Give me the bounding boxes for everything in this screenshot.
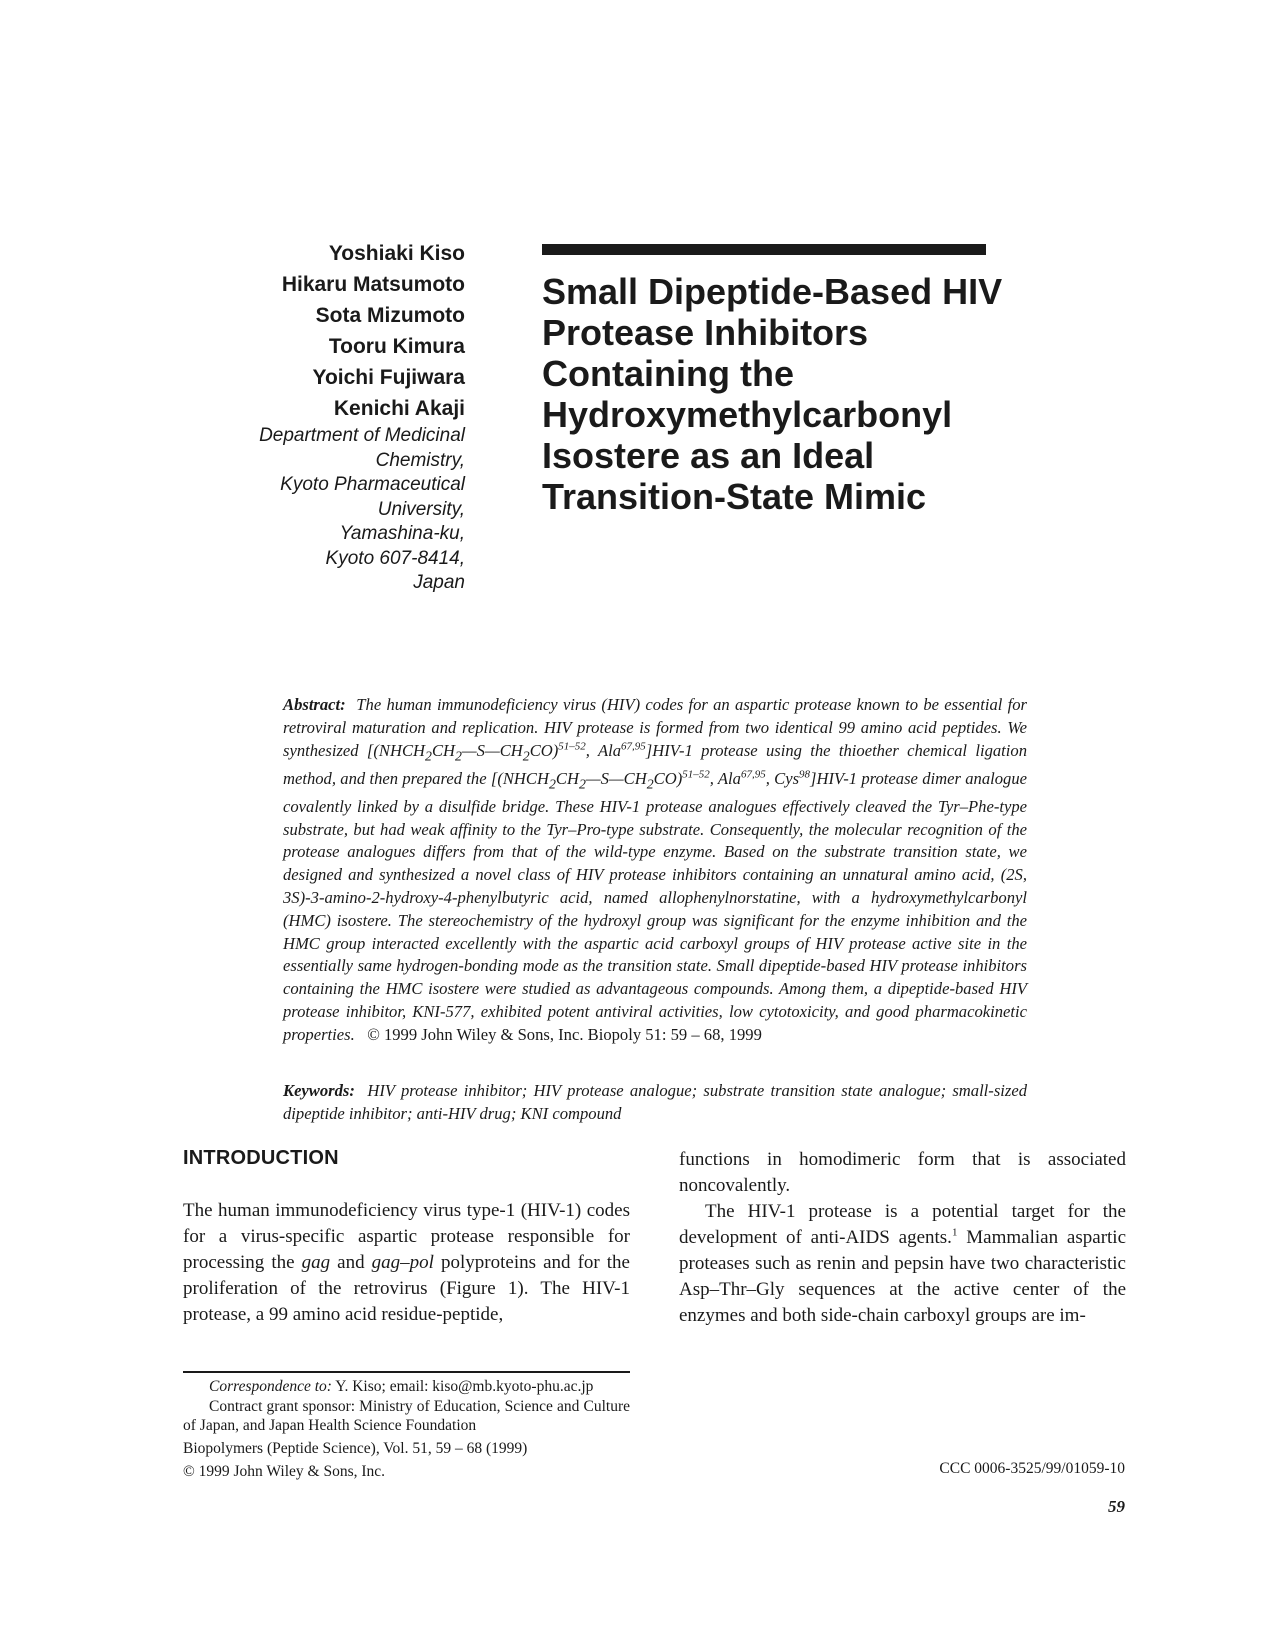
superscript: 67,95 [740, 768, 766, 781]
paper-title [542, 271, 1062, 517]
body-text: polyproteins and for the proliferation of the retrovirus (Figure 1). The HIV-1 protease, a 99 amino acid residue-peptide, [183, 1252, 630, 1325]
keywords-label: Keywords: [283, 1081, 355, 1100]
keywords [283, 1080, 1027, 1126]
affiliation-line: Japan [413, 572, 465, 593]
affiliation-line: University, [377, 498, 465, 520]
author-name: Hikaru Matsumoto [281, 273, 465, 296]
affiliation-line: Yamashina-ku, [339, 523, 465, 544]
reference-marker: 1 [951, 1226, 958, 1239]
author-name: Yoshiaki Kiso [328, 242, 465, 265]
abstract-text: CO) [529, 740, 559, 760]
abstract [283, 694, 1027, 1047]
abstract-text: CO) [653, 768, 683, 788]
page-number: 59 [1108, 1497, 1125, 1516]
title-rule [542, 244, 986, 255]
body-paragraph [679, 1199, 1126, 1329]
author-name: Sota Mizumoto [315, 304, 465, 327]
body-column-right [679, 1147, 1126, 1329]
footnote-rule [183, 1371, 630, 1373]
superscript: 67,95 [621, 740, 646, 753]
abstract-text: The human immunodeficiency virus (HIV) codes for an aspartic protease known to be essential for retroviral maturation and replication. HIV protease is formed from two identical 99 amino acid peptides. We synthesized [(NHCH [283, 695, 1028, 760]
section-heading: INTRODUCTION [183, 1147, 339, 1169]
body-text: The human immunodeficiency virus type-1 (HIV-1) codes for a virus-specific aspartic protease responsible for processing the [183, 1200, 630, 1273]
ccc-code: CCC 0006-3525/99/01059-10 [939, 1460, 1125, 1477]
body-column-left [183, 1198, 630, 1328]
subscript: 2 [646, 776, 654, 792]
copyright-line: © 1999 John Wiley & Sons, Inc. [183, 1463, 386, 1480]
superscript: 98 [799, 768, 811, 781]
abstract-text: —S—CH [585, 768, 647, 788]
affiliation-line: Kyoto 607-8414, [325, 547, 465, 569]
abstract-citation: © 1999 John Wiley & Sons, Inc. Biopoly 51: 59 – 68, 1999 [367, 1024, 762, 1044]
keywords-text: HIV protease inhibitor; HIV protease analogue; substrate transition state analogue; small-sized dipeptide inhibitor; anti-HIV drug; KNI compound [283, 1081, 1028, 1123]
title-line: Isostere as an Ideal [542, 435, 875, 476]
title-line: Hydroxymethylcarbonyl [542, 394, 953, 435]
abstract-text: ]HIV-1 protease dimer analogue covalently linked by a disulfide bridge. These HIV-1 protease analogues effectively cleaved the Tyr–Phe-type substrate, but had weak affinity to the Tyr–Pro-type substrate. Consequently, the molecular recognition of the protease analogues differs from that of the wild-type enzyme. Based on the substrate transition state, we designed and synthesized a novel class of HIV protease inhibitors containing an unnatural amino acid, (2S, 3S)-3-amino-2-hydroxy-4-phenylbutyric acid, named allophenylnorstatine, with a hydroxymethylcarbonyl (HMC) isostere. The stereochemistry of the hydroxyl group was significant for the enzyme inhibition and the HMC group interacted excellently with the aspartic acid carboxyl groups of HIV protease active site in the essentially same hydrogen-bonding mode as the transition state. Small dipeptide-based HIV protease inhibitors containing the HMC isostere were studied as advantageous compounds. Among them, a dipeptide-based HIV protease inhibitor, KNI-577, exhibited potent antiviral activities, low cytotoxicity, and good pharmacokinetic properties. [283, 768, 1027, 1044]
abstract-text: —S—CH [461, 740, 523, 760]
subscript: 2 [578, 776, 586, 792]
superscript: 51–52 [558, 740, 586, 753]
title-line: Transition-State Mimic [542, 476, 927, 517]
journal-info [183, 1437, 527, 1483]
affiliation-line: Department of Medicinal [259, 425, 465, 446]
abstract-text: , Ala [709, 768, 741, 788]
gene-name: gag [301, 1252, 331, 1273]
author-block [185, 238, 465, 596]
title-line: Containing the [542, 353, 794, 394]
subscript: 2 [425, 747, 432, 763]
subscript: 2 [455, 747, 462, 763]
superscript: 51–52 [682, 768, 710, 781]
gene-name: gag–pol [371, 1252, 434, 1273]
subscript: 2 [522, 747, 530, 763]
abstract-text: CH [555, 768, 579, 788]
footnotes [183, 1377, 630, 1436]
author-name: Kenichi Akaji [333, 397, 465, 420]
affiliation-line: Kyoto Pharmaceutical [280, 474, 465, 495]
title-line: Protease Inhibitors [542, 312, 869, 353]
subscript: 2 [548, 776, 556, 792]
body-text: and [330, 1252, 372, 1273]
abstract-text: , Ala [585, 740, 622, 760]
journal-citation: Biopolymers (Peptide Science), Vol. 51, 59 – 68 (1999) [183, 1440, 528, 1457]
body-text: The HIV-1 protease is a potential target for the development of anti-AIDS agents. [679, 1201, 1126, 1248]
author-name: Yoichi Fujiwara [312, 366, 465, 389]
grant-note: Contract grant sponsor: Ministry of Education, Science and Culture of Japan, and Japan Health Science Foundation [183, 1397, 630, 1434]
abstract-text: CH [431, 740, 455, 760]
correspondence-label: Correspondence to: [209, 1378, 332, 1395]
abstract-text: ]HIV-1 protease using the thioether chemical ligation method, and then prepared the [(NHCH [283, 740, 1027, 788]
title-line: Small Dipeptide-Based HIV [542, 271, 1003, 312]
body-text: functions in homodimeric form that is associated noncovalently. [679, 1149, 1126, 1196]
affiliation-line: Chemistry, [375, 449, 465, 471]
correspondence-note [183, 1377, 630, 1397]
body-text: Mammalian aspartic proteases such as renin and pepsin have two characteristic Asp–Thr–Gly sequences at the active center of the enzymes and both side-chain carboxyl groups are im- [679, 1227, 1127, 1326]
author-name: Tooru Kimura [328, 335, 465, 358]
correspondence-text: Y. Kiso; email: kiso@mb.kyoto-phu.ac.jp [331, 1378, 594, 1395]
abstract-label: Abstract: [283, 695, 346, 714]
abstract-text: , Cys [765, 768, 800, 788]
